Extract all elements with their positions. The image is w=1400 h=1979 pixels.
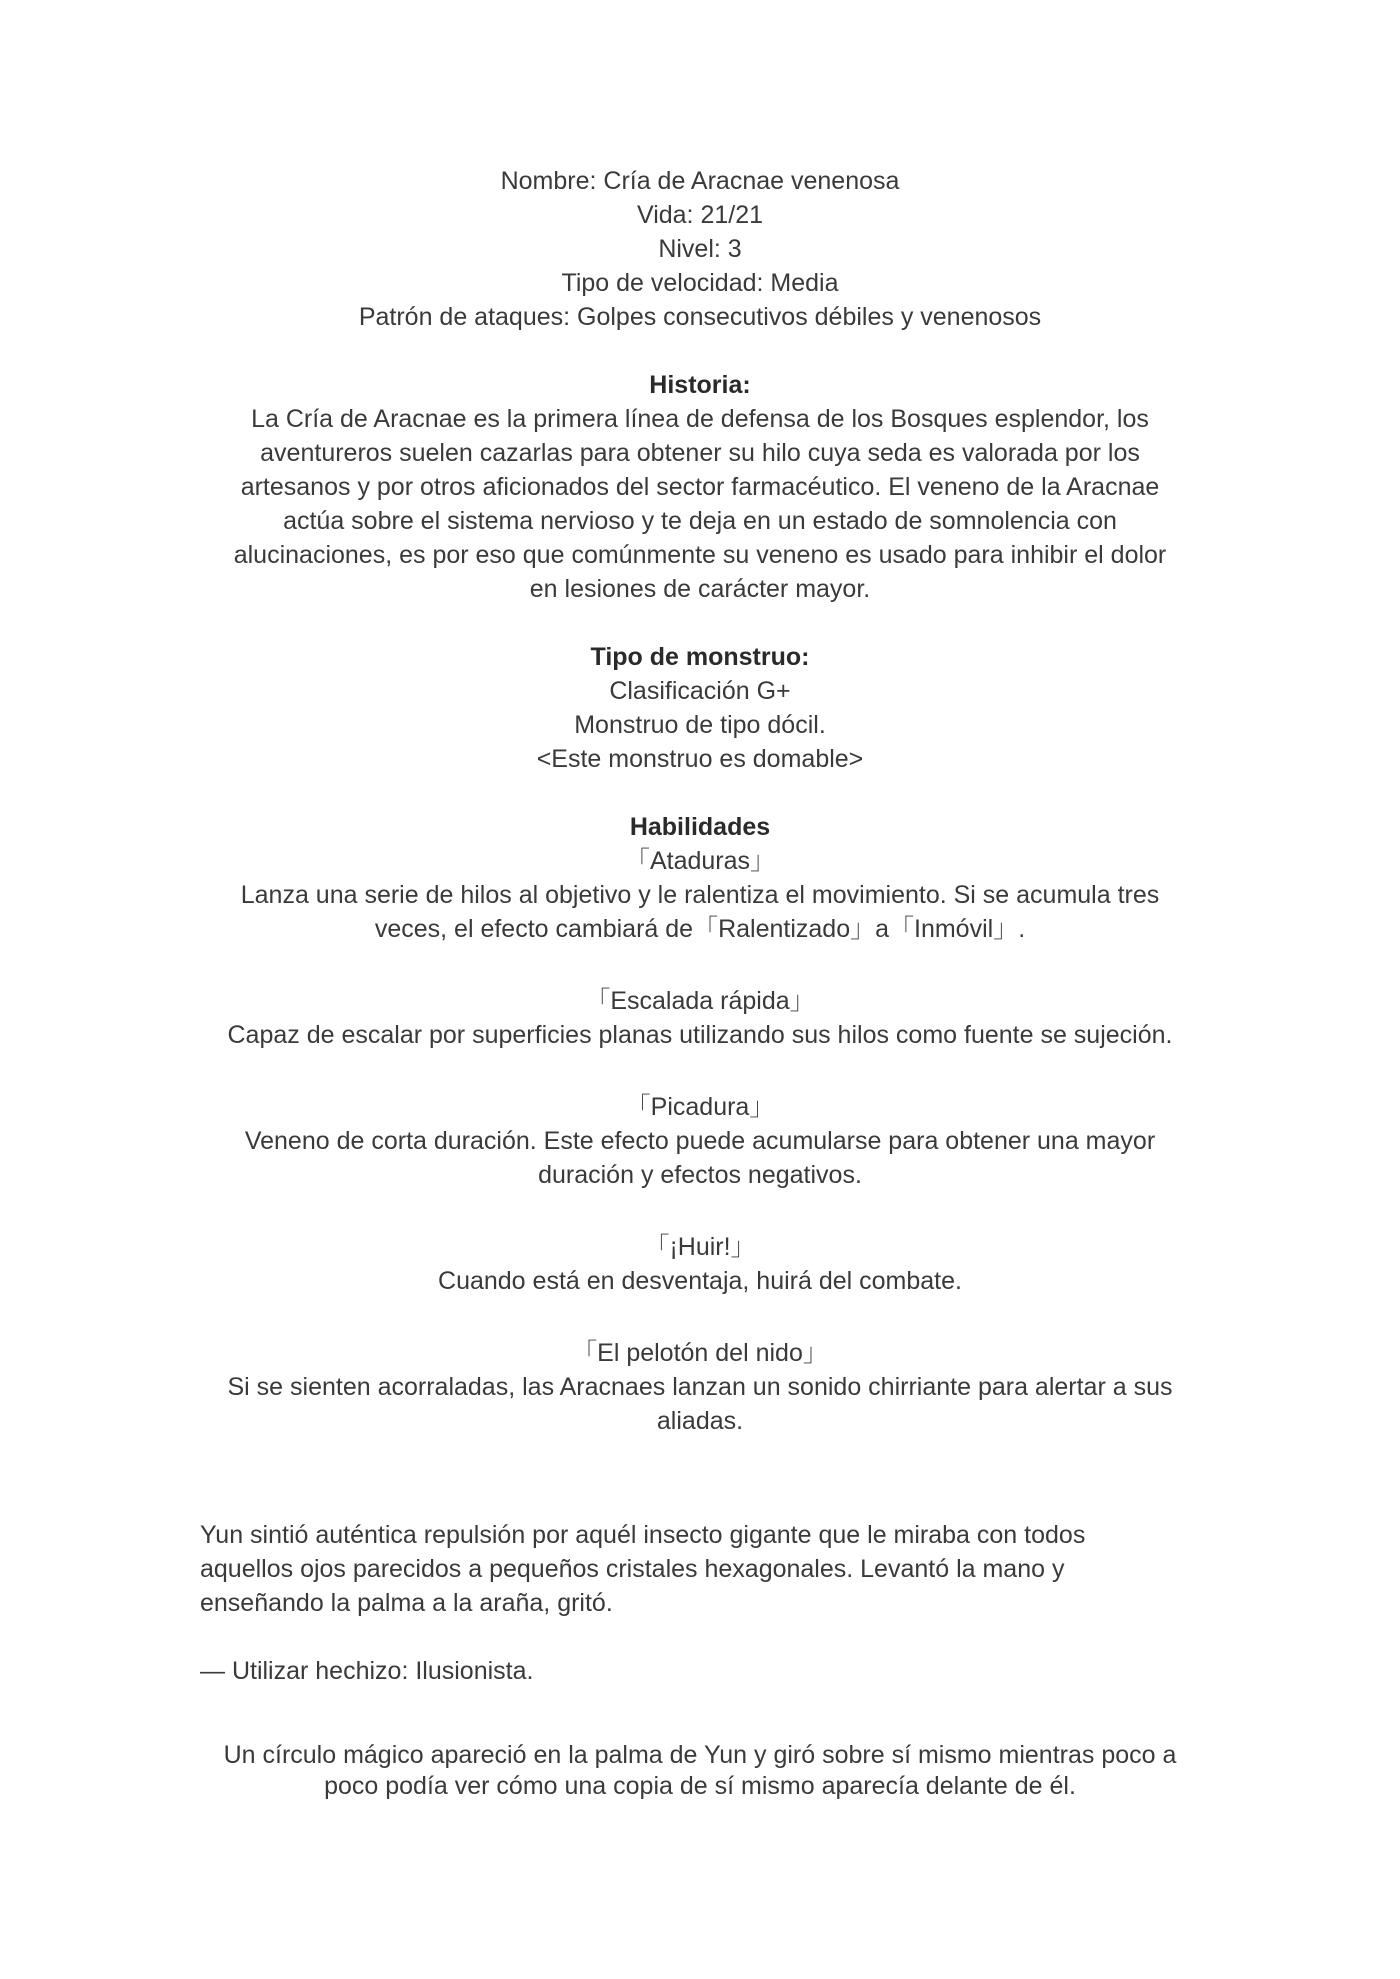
ability-description-line: Veneno de corta duración. Este efecto puede acumularse para obtener una mayor — [244, 1127, 1156, 1155]
monster-classification: Clasificación G+ — [609, 677, 791, 705]
history-line: actúa sobre el sistema nervioso y te deja en un estado de somnolencia con — [283, 507, 1117, 535]
ability-name-escalada-rapida: 「Escalada rápida」 — [585, 987, 815, 1015]
ability-description-line: Capaz de escalar por superficies planas utilizando sus hilos como fuente se sujeción. — [227, 1021, 1173, 1049]
spell-dialogue: — Utilizar hechizo: Ilusionista. — [200, 1657, 534, 1685]
monster-type-heading: Tipo de monstruo: — [590, 643, 810, 671]
ability-description-line: Lanza una serie de hilos al objetivo y le ralentiza el movimiento. Si se acumula tres — [240, 881, 1160, 909]
ability-name-peloton-del-nido: 「El pelotón del nido」 — [572, 1339, 828, 1367]
ability-name-huir: 「¡Huir!」 — [644, 1233, 756, 1261]
history-line: artesanos y por otros aficionados del sector farmacéutico. El veneno de la Aracnae — [240, 473, 1160, 501]
abilities-heading: Habilidades — [629, 813, 771, 841]
ability-description-line: Cuando está en desventaja, huirá del combate. — [438, 1267, 962, 1295]
history-line: La Cría de Aracnae es la primera línea de defensa de los Bosques esplendor, los — [251, 405, 1149, 433]
monster-speed-type: Tipo de velocidad: Media — [561, 269, 839, 297]
monster-stat-block — [200, 164, 1200, 1438]
ability-name-picadura: 「Picadura」 — [625, 1093, 775, 1121]
ability-description-line: Si se sienten acorraladas, las Aracnaes lanzan un sonido chirriante para alertar a sus — [227, 1373, 1173, 1401]
monster-name: Nombre: Cría de Aracnae venenosa — [500, 167, 900, 195]
narrative-line: Un círculo mágico apareció en la palma de Yun y giró sobre sí mismo mientras poco a — [223, 1741, 1177, 1769]
history-line: aventureros suelen cazarlas para obtener su hilo cuya seda es valorada por los — [260, 439, 1140, 467]
history-line: en lesiones de carácter mayor. — [529, 575, 871, 603]
history-line: alucinaciones, es por eso que comúnmente su veneno es usado para inhibir el dolor — [233, 541, 1167, 569]
narrative-line: Yun sintió auténtica repulsión por aquél insecto gigante que le miraba con todos — [200, 1521, 1086, 1549]
narrative-paragraph — [200, 1518, 1200, 1620]
monster-temperament: Monstruo de tipo dócil. — [574, 711, 826, 739]
history-heading: Historia: — [649, 371, 751, 399]
narrative-line: poco podía ver cómo una copia de sí mismo aparecía delante de él. — [324, 1772, 1076, 1800]
ability-description-line: duración y efectos negativos. — [538, 1161, 862, 1189]
monster-level: Nivel: 3 — [658, 235, 742, 263]
narrative-line: aquellos ojos parecidos a pequeños cristales hexagonales. Levantó la mano y — [200, 1555, 1065, 1583]
ability-description-line: veces, el efecto cambiará de「Ralentizado」a「Inmóvil」. — [374, 915, 1026, 943]
monster-life: Vida: 21/21 — [636, 201, 764, 229]
monster-attack-pattern: Patrón de ataques: Golpes consecutivos débiles y venenosos — [358, 303, 1042, 331]
ability-name-ataduras: 「Ataduras」 — [624, 847, 776, 875]
monster-tameable-note: <Este monstruo es domable> — [536, 745, 864, 773]
ability-description-line: aliadas. — [656, 1407, 744, 1435]
narrative-paragraph-centered — [200, 1740, 1200, 1802]
narrative-line: enseñando la palma a la araña, gritó. — [200, 1589, 613, 1617]
dialogue-line — [200, 1654, 1200, 1688]
